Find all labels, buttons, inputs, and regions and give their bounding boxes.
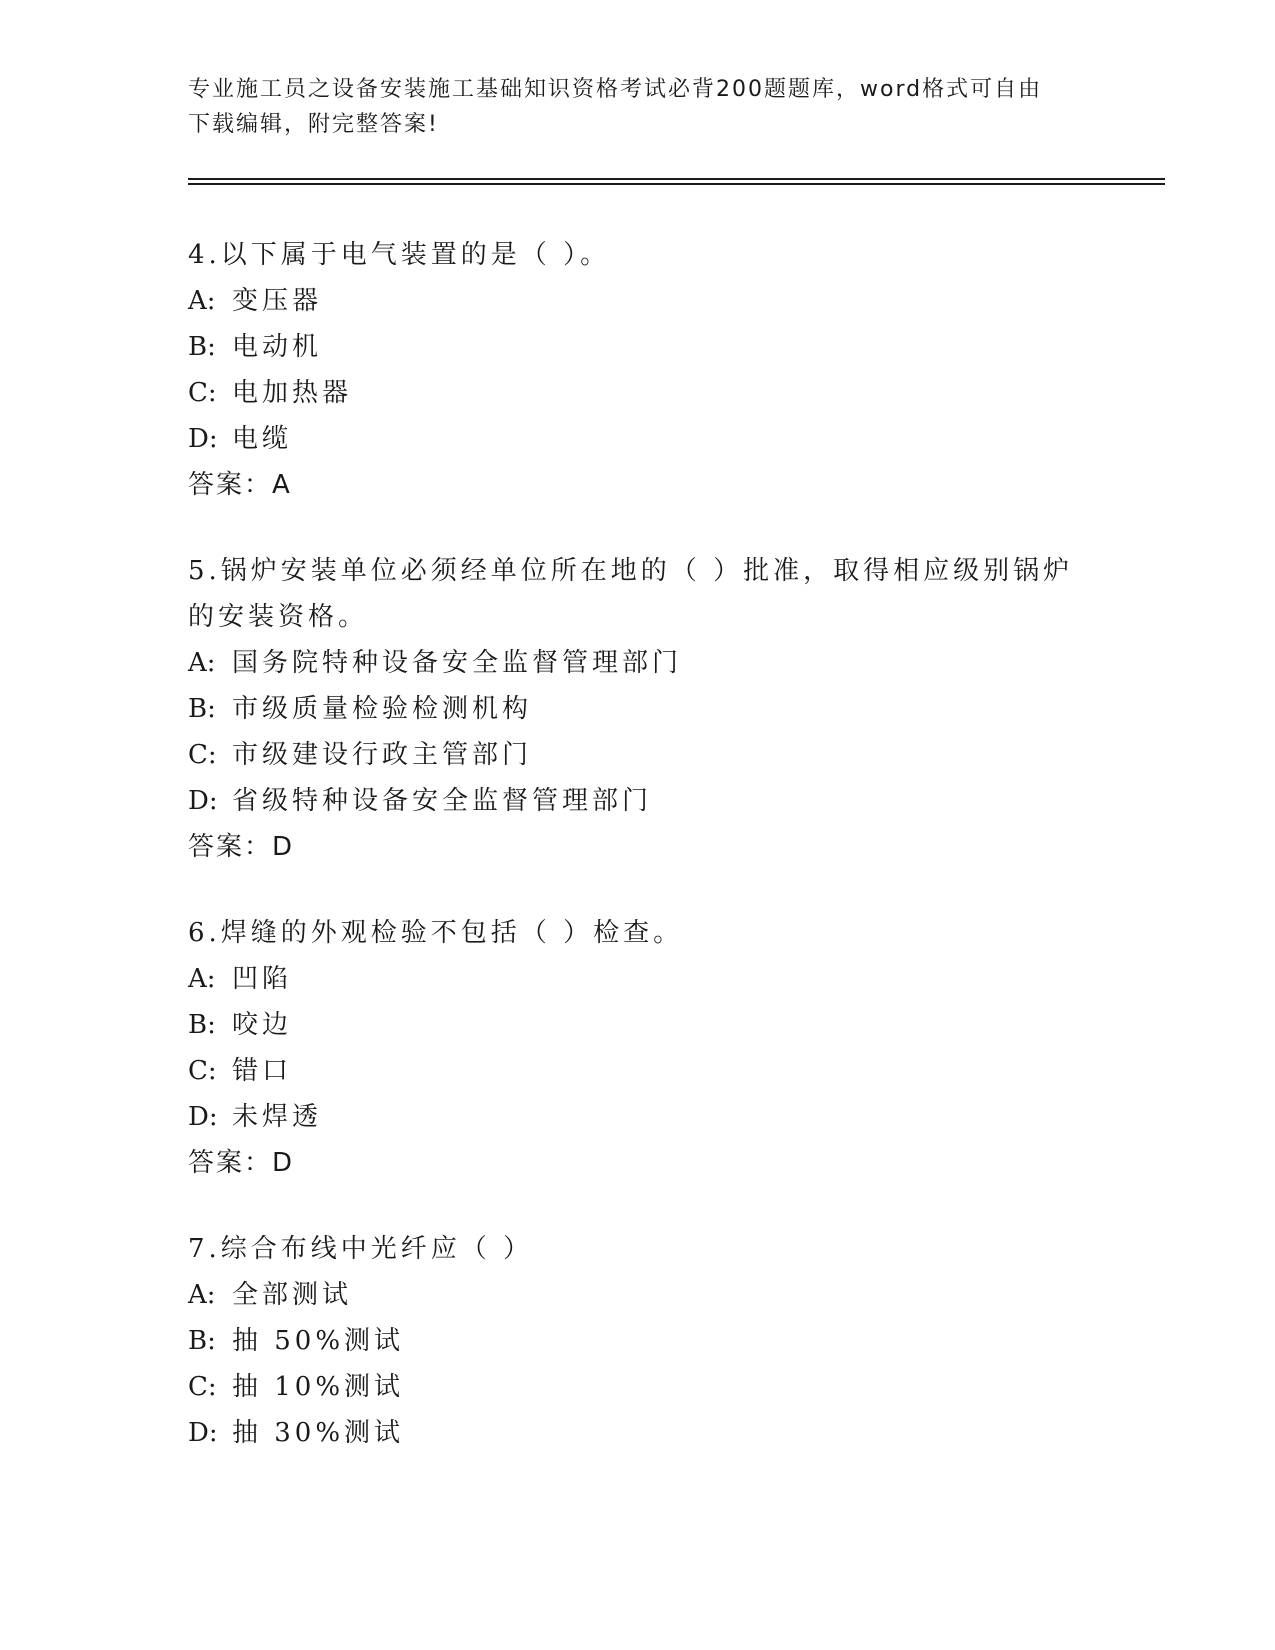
- option-key: B:: [188, 1010, 216, 1040]
- option-b: [188, 324, 1088, 370]
- option-text: 电加热器: [232, 378, 353, 408]
- option-key: D:: [188, 424, 218, 454]
- option-text: 咬边: [232, 1010, 293, 1040]
- option-text: 抽 10%测试: [232, 1372, 405, 1402]
- option-d: [188, 1094, 1088, 1140]
- option-text: 抽 30%测试: [232, 1418, 405, 1448]
- question-stem: 7.综合布线中光纤应（ ）: [188, 1234, 534, 1264]
- answer-line: 答案：D: [188, 832, 295, 862]
- answer-line: 答案：A: [188, 470, 292, 500]
- header-line-2: 下载编辑，附完整答案!: [188, 112, 439, 137]
- option-text: 全部测试: [232, 1280, 353, 1310]
- option-b: [188, 1318, 1088, 1364]
- option-a: [188, 278, 1088, 324]
- question-stem: 6.焊缝的外观检验不包括（ ）检查。: [188, 918, 684, 948]
- option-text: 凹陷: [232, 964, 293, 994]
- header-divider-bottom: [188, 183, 1165, 185]
- document-header: [188, 72, 1088, 142]
- option-text: 省级特种设备安全监督管理部门: [232, 786, 653, 816]
- option-key: B:: [188, 332, 216, 362]
- option-b: [188, 686, 1088, 732]
- answer-line: 答案：D: [188, 1148, 295, 1178]
- option-d: [188, 416, 1088, 462]
- option-text: 电缆: [232, 424, 293, 454]
- option-text: 电动机: [232, 332, 323, 362]
- option-a: [188, 1272, 1088, 1318]
- option-key: A:: [188, 964, 216, 994]
- option-c: [188, 732, 1088, 778]
- option-text: 错口: [232, 1056, 293, 1086]
- option-d: [188, 778, 1088, 824]
- option-key: D:: [188, 786, 218, 816]
- option-key: A:: [188, 1280, 216, 1310]
- option-key: C:: [188, 378, 217, 408]
- option-key: A:: [188, 286, 216, 316]
- option-text: 变压器: [232, 286, 323, 316]
- question-item: [188, 232, 1088, 508]
- option-a: [188, 640, 1088, 686]
- option-key: B:: [188, 1326, 216, 1356]
- option-c: [188, 370, 1088, 416]
- option-key: D:: [188, 1102, 218, 1132]
- option-a: [188, 956, 1088, 1002]
- question-item: [188, 548, 1088, 870]
- option-text: 抽 50%测试: [232, 1326, 405, 1356]
- option-c: [188, 1048, 1088, 1094]
- header-divider-top: [188, 178, 1165, 180]
- question-stem: 4.以下属于电气装置的是（ ）。: [188, 240, 611, 270]
- question-list: [188, 232, 1088, 1496]
- option-key: B:: [188, 694, 216, 724]
- option-key: C:: [188, 1056, 217, 1086]
- question-stem: 5.锅炉安装单位必须经单位所在地的（ ）批准，取得相应级别锅炉的安装资格。: [188, 556, 1074, 632]
- option-text: 国务院特种设备安全监督管理部门: [232, 648, 683, 678]
- question-item: [188, 910, 1088, 1186]
- option-d: [188, 1410, 1088, 1456]
- option-key: C:: [188, 1372, 217, 1402]
- option-text: 市级质量检验检测机构: [232, 694, 533, 724]
- option-key: C:: [188, 740, 217, 770]
- option-text: 市级建设行政主管部门: [232, 740, 533, 770]
- option-c: [188, 1364, 1088, 1410]
- option-text: 未焊透: [232, 1102, 323, 1132]
- question-item: [188, 1226, 1088, 1456]
- option-key: D:: [188, 1418, 218, 1448]
- header-line-1: 专业施工员之设备安装施工基础知识资格考试必背200题题库，word格式可自由: [188, 77, 1043, 102]
- option-b: [188, 1002, 1088, 1048]
- option-key: A:: [188, 648, 216, 678]
